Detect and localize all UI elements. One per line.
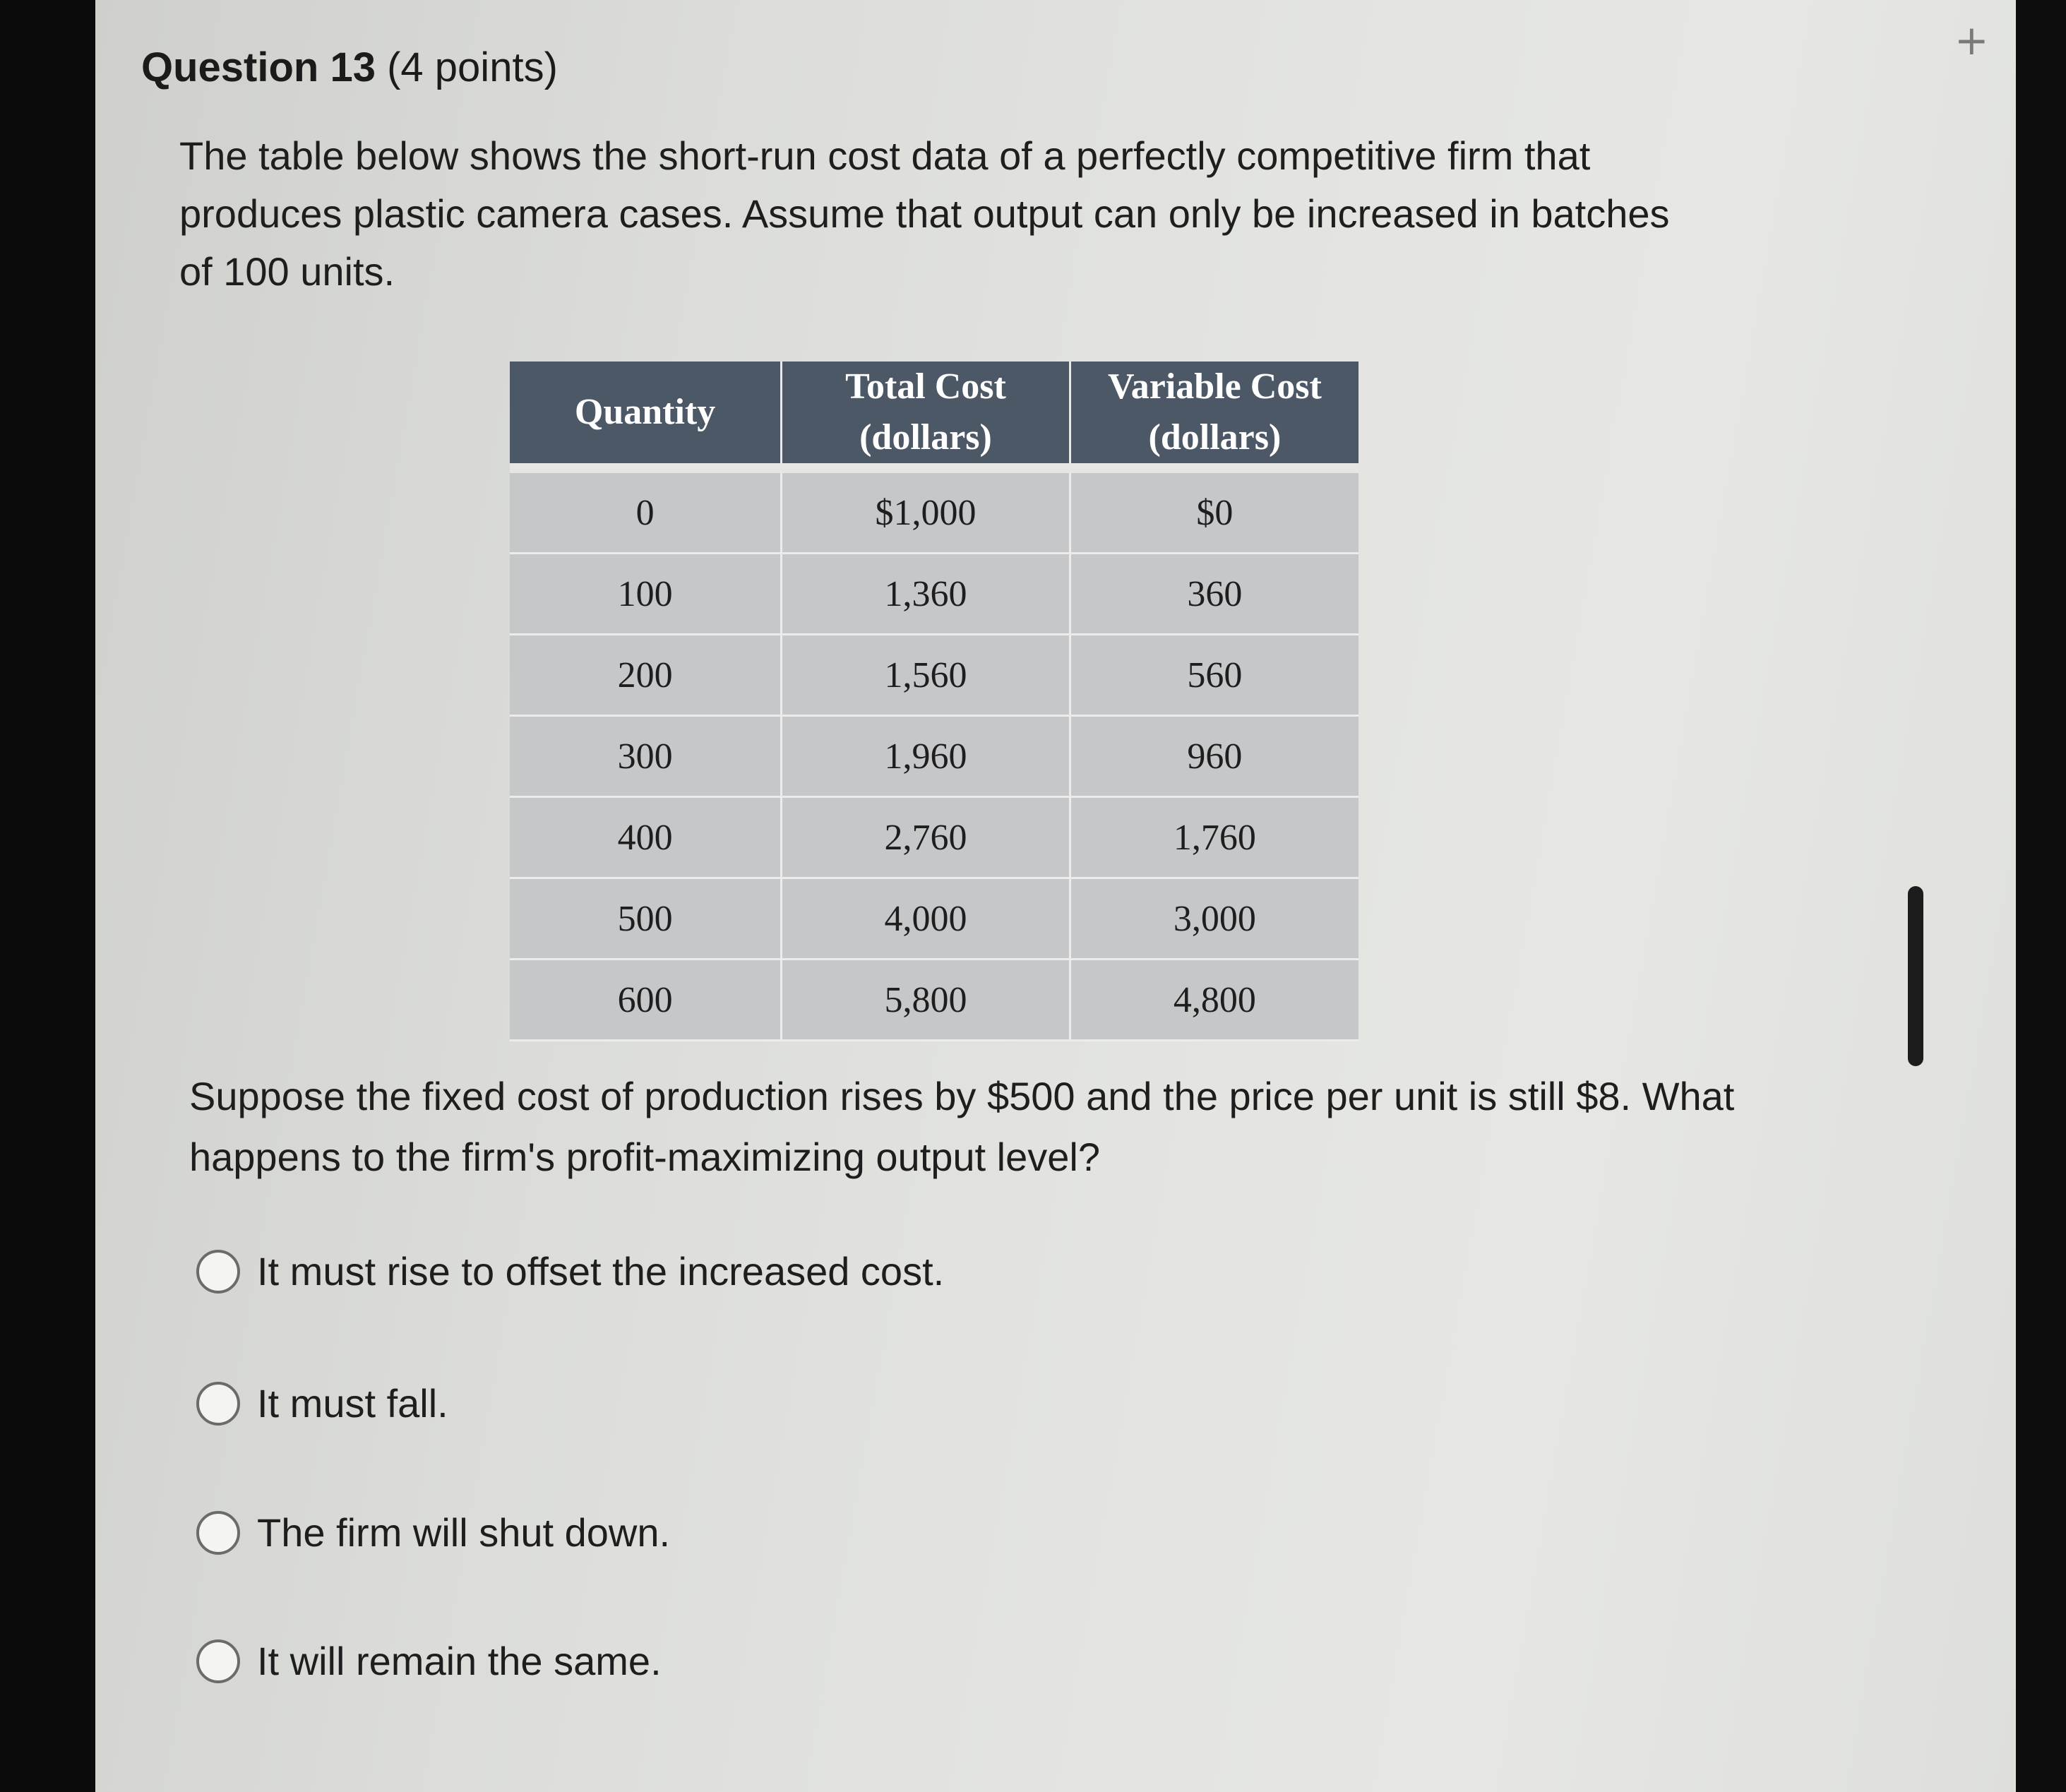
table-body [510,468,1359,1041]
header-total-cost-line: Total Cost [845,366,1006,407]
radio-button[interactable] [196,1511,240,1555]
table-header-row [510,362,1359,468]
variable-cost-cell: 1,760 [1070,797,1359,878]
table-row [510,468,1359,554]
answer-option[interactable] [196,1638,662,1684]
answer-option-label: It must fall. [257,1381,448,1426]
table-row [510,797,1359,878]
radio-button[interactable] [196,1382,240,1426]
table-row [510,635,1359,716]
total-cost-cell: 4,000 [782,878,1070,960]
quantity-cell: 200 [510,635,782,716]
answer-option[interactable] [196,1510,670,1555]
header-total-cost [782,362,1070,468]
radio-button[interactable] [196,1250,240,1294]
question-prompt: The table below shows the short-run cost data of a perfectly competitive firm that produces plastic camera cases. Assume that output can only be increased in batches of 100 units. [179,133,1670,294]
total-cost-cell: 2,760 [782,797,1070,878]
radio-button[interactable] [196,1639,240,1683]
table-row [510,878,1359,960]
total-cost-cell: 1,560 [782,635,1070,716]
header-variable-cost [1070,362,1359,468]
answer-option-label: The firm will shut down. [257,1510,671,1555]
variable-cost-cell: $0 [1070,468,1359,554]
cost-table [510,362,1359,1041]
quantity-cell: 600 [510,960,782,1041]
question-number: Question 13 [141,44,376,90]
table-row [510,554,1359,635]
header-quantity: Quantity [510,362,782,468]
table-row [510,716,1359,797]
variable-cost-cell: 360 [1070,554,1359,635]
quantity-cell: 400 [510,797,782,878]
question-text: Suppose the fixed cost of production rises by $500 and the price per unit is still $8. What happens to the firm's profit-maximizing output level? [189,1074,1735,1179]
total-cost-cell: 1,960 [782,716,1070,797]
table-row [510,960,1359,1041]
variable-cost-cell: 4,800 [1070,960,1359,1041]
answer-option[interactable] [196,1380,448,1426]
answer-option[interactable] [196,1248,944,1294]
total-cost-cell: 1,360 [782,554,1070,635]
answer-option-label: It will remain the same. [257,1639,662,1683]
header-variable-cost-line: (dollars) [1148,417,1282,458]
quantity-cell: 0 [510,468,782,554]
device-bezel [2016,0,2066,1792]
question-points: (4 points) [387,44,558,90]
answer-option-label: It must rise to offset the increased cost. [257,1249,945,1294]
total-cost-cell: $1,000 [782,468,1070,554]
variable-cost-cell: 960 [1070,716,1359,797]
header-variable-cost-line: Variable Cost [1107,366,1322,407]
quantity-cell: 100 [510,554,782,635]
plus-icon[interactable]: + [1954,16,1989,64]
quantity-cell: 500 [510,878,782,960]
scrollbar[interactable] [1908,886,1923,1066]
variable-cost-cell: 560 [1070,635,1359,716]
header-total-cost-line: (dollars) [859,417,992,458]
question-heading [141,44,558,91]
variable-cost-cell: 3,000 [1070,878,1359,960]
total-cost-cell: 5,800 [782,960,1070,1041]
quantity-cell: 300 [510,716,782,797]
